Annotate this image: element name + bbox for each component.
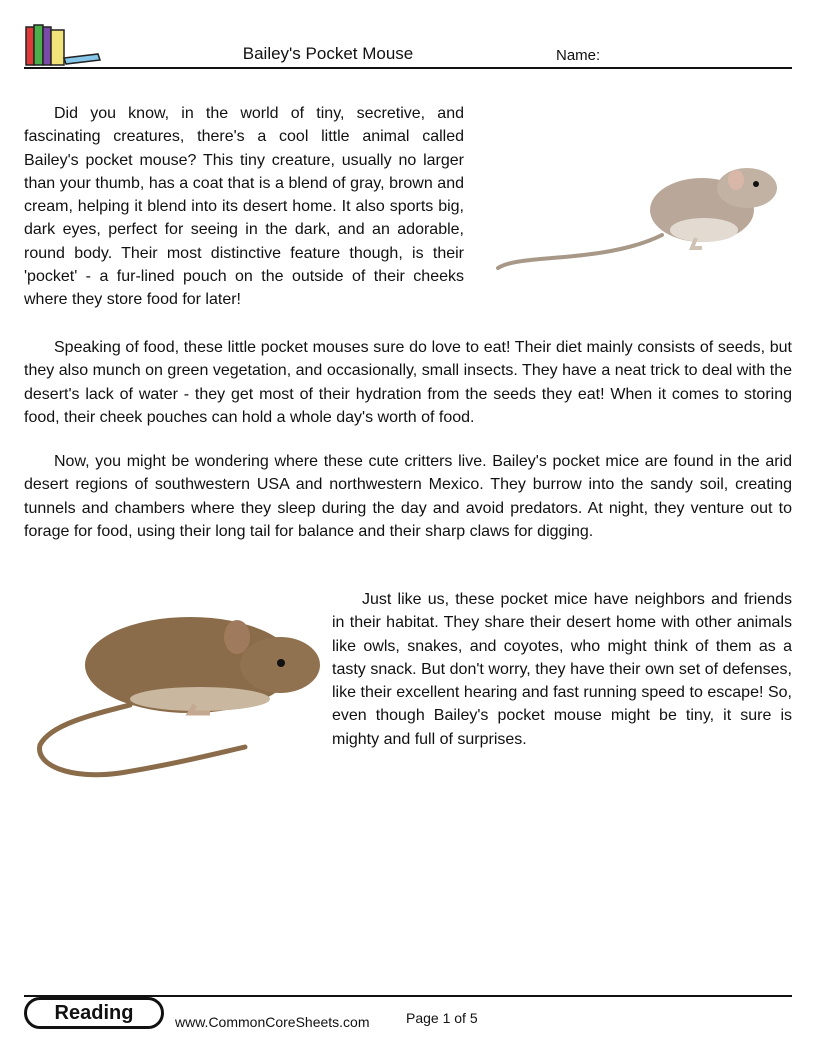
name-field-label: Name: [556,47,601,64]
page-number: Page 1 of 5 [406,1010,478,1026]
header-divider [24,67,792,69]
website-url: www.CommonCoreSheets.com [175,1014,370,1030]
paragraph-neighbors: Just like us, these pocket mice have neighbors and friends in their habitat. They share their desert home with other animals like owls, snakes, and coyotes, who might think of them as a tasty snack. But don't worry, they have their own set of defenses, like their excellent hearing and fast running speed to escape! So, even though Bailey's pocket mouse might be tiny, it sure is mighty and full of surprises. [332,591,792,748]
worksheet-title: Bailey's Pocket Mouse [242,44,414,63]
paragraph-diet: Speaking of food, these little pocket mouses sure do love to eat! Their diet mainly consists of seeds, but they also munch on green vegetation, and occasionally, small insects. They have a neat trick to deal with the desert's lack of water - they get most of their hydration from the seeds they eat! When it comes to storing food, their cheek pouches can hold a whole day's worth of food. [24,339,792,426]
brown-pocket-mouse-image [30,595,322,790]
paragraph-habitat: Now, you might be wondering where these cute critters live. Bailey's pocket mice are found in the arid desert regions of southwestern USA and northwestern Mexico. They burrow into the sandy soil, creating tunnels and chambers where they sleep during the day and avoid predators. At night, they venture out to forage for food, using their long tail for balance and their sharp claws for digging. [24,453,792,540]
subject-badge: Reading [24,997,164,1029]
desert-pocket-mouse-image [492,150,792,280]
paragraph-intro: Did you know, in the world of tiny, secretive, and fascinating creatures, there's a cool little animal called Bailey's pocket mouse? This tiny creature, usually no larger than your thumb, has a coat that is a blend of gray, brown and cream, helping it blend into its desert home. It also sports big, dark eyes, perfect for seeing in the dark, and an adorable, round body. Their most distinctive feature though, is their 'pocket' - a fur-lined pouch on the outside of their cheeks where they store food for later! [24,105,464,309]
